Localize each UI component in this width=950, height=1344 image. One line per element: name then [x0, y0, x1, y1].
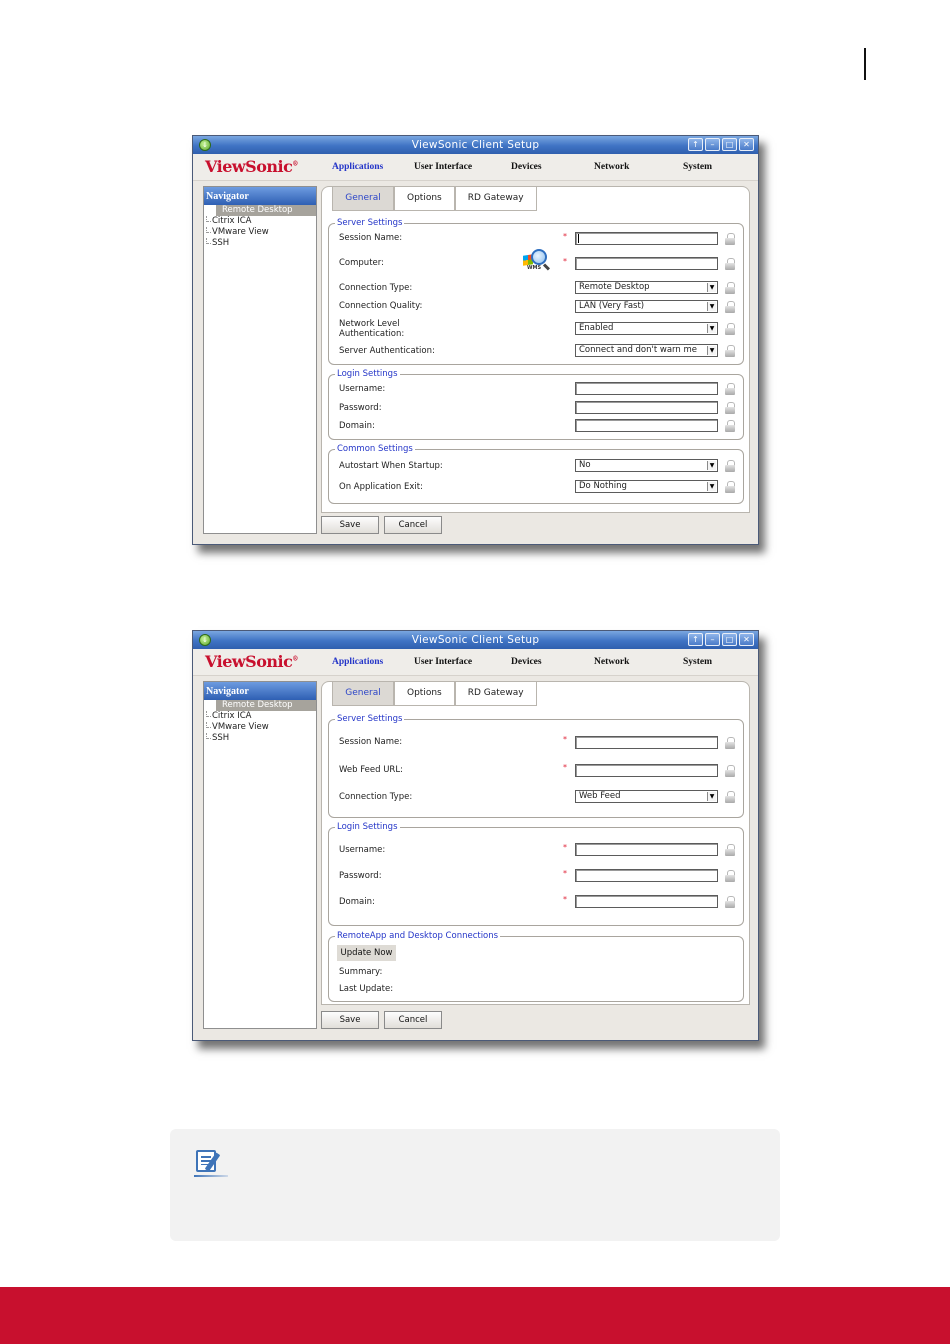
menu-network[interactable]: Network: [594, 657, 630, 667]
autostart-label: Autostart When Startup:: [339, 461, 443, 471]
menu-devices[interactable]: Devices: [511, 657, 542, 667]
app-icon: ↓: [199, 139, 211, 151]
lock-icon[interactable]: [725, 323, 735, 335]
navigator-panel: [203, 681, 317, 1029]
dropdown-arrow-icon: ▼: [707, 324, 716, 333]
dropdown-arrow-icon: ▼: [707, 302, 716, 311]
nav-item-remote-desktop[interactable]: Remote Desktop: [216, 700, 316, 711]
lock-icon[interactable]: [725, 282, 735, 294]
nla-select[interactable]: Enabled ▼: [575, 322, 718, 335]
menu-system[interactable]: System: [683, 162, 713, 172]
domain-label: Domain:: [339, 421, 375, 431]
maximize-icon[interactable]: □: [722, 633, 737, 646]
summary-label: Summary:: [339, 967, 383, 977]
server-settings-group: [328, 714, 744, 818]
dropdown-arrow-icon: ▼: [707, 461, 716, 470]
nav-item-vmware-view[interactable]: VMware View: [204, 722, 316, 733]
server-settings-group: [328, 218, 744, 365]
lock-icon[interactable]: [725, 844, 735, 856]
password-label: Password:: [339, 403, 382, 413]
lock-icon[interactable]: [725, 301, 735, 313]
session-name-input[interactable]: [575, 232, 718, 245]
lock-icon[interactable]: [725, 402, 735, 414]
dropdown-arrow-icon: ▼: [707, 482, 716, 491]
up-arrow-icon[interactable]: ↑: [688, 138, 703, 151]
lock-icon[interactable]: [725, 345, 735, 357]
connection-type-select[interactable]: Remote Desktop ▼: [575, 281, 718, 294]
menu-user-interface[interactable]: User Interface: [414, 162, 473, 172]
connection-type-label: Connection Type:: [339, 792, 413, 802]
lock-icon[interactable]: [725, 765, 735, 777]
session-name-input[interactable]: [575, 736, 718, 749]
server-settings-legend: Server Settings: [337, 218, 403, 228]
navigator-title: Navigator: [204, 187, 316, 205]
minimize-icon[interactable]: –: [705, 138, 720, 151]
menu-network[interactable]: Network: [594, 162, 630, 172]
session-name-label: Session Name:: [339, 737, 403, 747]
menu-system[interactable]: System: [683, 657, 713, 667]
tab-options[interactable]: Options: [394, 682, 455, 706]
username-label: Username:: [339, 845, 386, 855]
web-feed-url-input[interactable]: [575, 764, 718, 777]
remoteapp-connections-group: [328, 931, 744, 1002]
tab-general[interactable]: General: [332, 187, 394, 211]
tab-options[interactable]: Options: [394, 187, 455, 211]
server-authentication-label: Server Authentication:: [339, 346, 435, 356]
login-settings-legend: Login Settings: [337, 822, 398, 832]
required-marker: *: [563, 257, 567, 266]
password-label: Password:: [339, 871, 382, 881]
nav-item-citrix-ica[interactable]: Citrix ICA: [204, 216, 316, 227]
wms-search-icon[interactable]: WMS: [523, 249, 553, 275]
nav-item-citrix-ica[interactable]: Citrix ICA: [204, 711, 316, 722]
update-now-button[interactable]: Update Now: [337, 945, 396, 961]
web-feed-url-label: Web Feed URL:: [339, 765, 403, 775]
nav-item-remote-desktop[interactable]: Remote Desktop: [216, 205, 316, 216]
client-setup-window-web-feed: [192, 630, 759, 1041]
maximize-icon[interactable]: □: [722, 138, 737, 151]
page-margin-mark: [864, 48, 866, 80]
lock-icon[interactable]: [725, 233, 735, 245]
tab-general[interactable]: General: [332, 682, 394, 706]
lock-icon[interactable]: [725, 481, 735, 493]
viewsonic-logo: ViewSonic®: [205, 652, 298, 671]
domain-input[interactable]: [575, 895, 718, 908]
connection-type-label: Connection Type:: [339, 283, 413, 293]
menu-user-interface[interactable]: User Interface: [414, 657, 473, 667]
lock-icon[interactable]: [725, 460, 735, 472]
note-icon: [194, 1147, 234, 1181]
required-marker: *: [563, 735, 567, 744]
nav-item-ssh[interactable]: SSH: [204, 238, 316, 249]
window-title: ViewSonic Client Setup: [411, 634, 540, 646]
lock-icon[interactable]: [725, 383, 735, 395]
dropdown-arrow-icon: ▼: [707, 283, 716, 292]
settings-content: [321, 681, 750, 1005]
menu-bar: [193, 154, 758, 181]
username-input[interactable]: [575, 843, 718, 856]
lock-icon[interactable]: [725, 737, 735, 749]
cancel-button[interactable]: Cancel: [384, 516, 442, 534]
required-marker: *: [563, 869, 567, 878]
common-settings-group: [328, 444, 744, 504]
note-box: [170, 1129, 780, 1241]
on-application-exit-select[interactable]: Do Nothing ▼: [575, 480, 718, 493]
nav-item-vmware-view[interactable]: VMware View: [204, 227, 316, 238]
connection-type-select[interactable]: Web Feed ▼: [575, 790, 718, 803]
dropdown-arrow-icon: ▼: [707, 346, 716, 355]
tab-rd-gateway[interactable]: RD Gateway: [455, 187, 537, 211]
on-application-exit-label: On Application Exit:: [339, 482, 423, 492]
required-marker: *: [563, 232, 567, 241]
password-input[interactable]: [575, 869, 718, 882]
lock-icon[interactable]: [725, 258, 735, 270]
password-input[interactable]: [575, 401, 718, 414]
nla-label: Network Level Authentication:: [339, 319, 405, 339]
navigator-panel: [203, 186, 317, 534]
menu-applications[interactable]: Applications: [332, 162, 384, 172]
domain-label: Domain:: [339, 897, 375, 907]
domain-input[interactable]: [575, 419, 718, 432]
username-label: Username:: [339, 384, 386, 394]
window-titlebar[interactable]: [193, 631, 758, 649]
menu-bar: [193, 649, 758, 676]
minimize-icon[interactable]: –: [705, 633, 720, 646]
login-settings-legend: Login Settings: [337, 369, 398, 379]
settings-content: [321, 186, 750, 513]
session-name-label: Session Name:: [339, 233, 403, 243]
dropdown-arrow-icon: ▼: [707, 792, 716, 801]
connection-quality-label: Connection Quality:: [339, 301, 423, 311]
remoteapp-connections-legend: RemoteApp and Desktop Connections: [337, 931, 499, 941]
computer-input[interactable]: [575, 257, 718, 270]
username-input[interactable]: [575, 382, 718, 395]
required-marker: *: [563, 895, 567, 904]
server-settings-legend: Server Settings: [337, 714, 403, 724]
required-marker: *: [563, 763, 567, 772]
login-settings-group: [328, 822, 744, 926]
close-icon[interactable]: ✕: [739, 138, 754, 151]
window-titlebar[interactable]: [193, 136, 758, 154]
tab-rd-gateway[interactable]: RD Gateway: [455, 682, 537, 706]
up-arrow-icon[interactable]: ↑: [688, 633, 703, 646]
window-title: ViewSonic Client Setup: [411, 139, 540, 151]
last-update-label: Last Update:: [339, 984, 394, 994]
app-icon: ↓: [199, 634, 211, 646]
save-button[interactable]: Save: [321, 516, 379, 534]
navigator-title: Navigator: [204, 682, 316, 700]
login-settings-group: [328, 369, 744, 440]
menu-devices[interactable]: Devices: [511, 162, 542, 172]
lock-icon[interactable]: [725, 870, 735, 882]
lock-icon[interactable]: [725, 791, 735, 803]
close-icon[interactable]: ✕: [739, 633, 754, 646]
lock-icon[interactable]: [725, 896, 735, 908]
lock-icon[interactable]: [725, 420, 735, 432]
save-button[interactable]: Save: [321, 1011, 379, 1029]
computer-label: Computer:: [339, 258, 384, 268]
client-setup-window-remote-desktop: [192, 135, 759, 545]
server-authentication-select[interactable]: Connect and don't warn me ▼: [575, 344, 718, 357]
menu-applications[interactable]: Applications: [332, 657, 384, 667]
cancel-button[interactable]: Cancel: [384, 1011, 442, 1029]
viewsonic-logo: ViewSonic®: [205, 157, 298, 176]
nav-item-ssh[interactable]: SSH: [204, 733, 316, 744]
common-settings-legend: Common Settings: [337, 444, 413, 454]
required-marker: *: [563, 843, 567, 852]
footer-band: [0, 1287, 950, 1344]
connection-quality-select[interactable]: LAN (Very Fast) ▼: [575, 300, 718, 313]
autostart-select[interactable]: No ▼: [575, 459, 718, 472]
